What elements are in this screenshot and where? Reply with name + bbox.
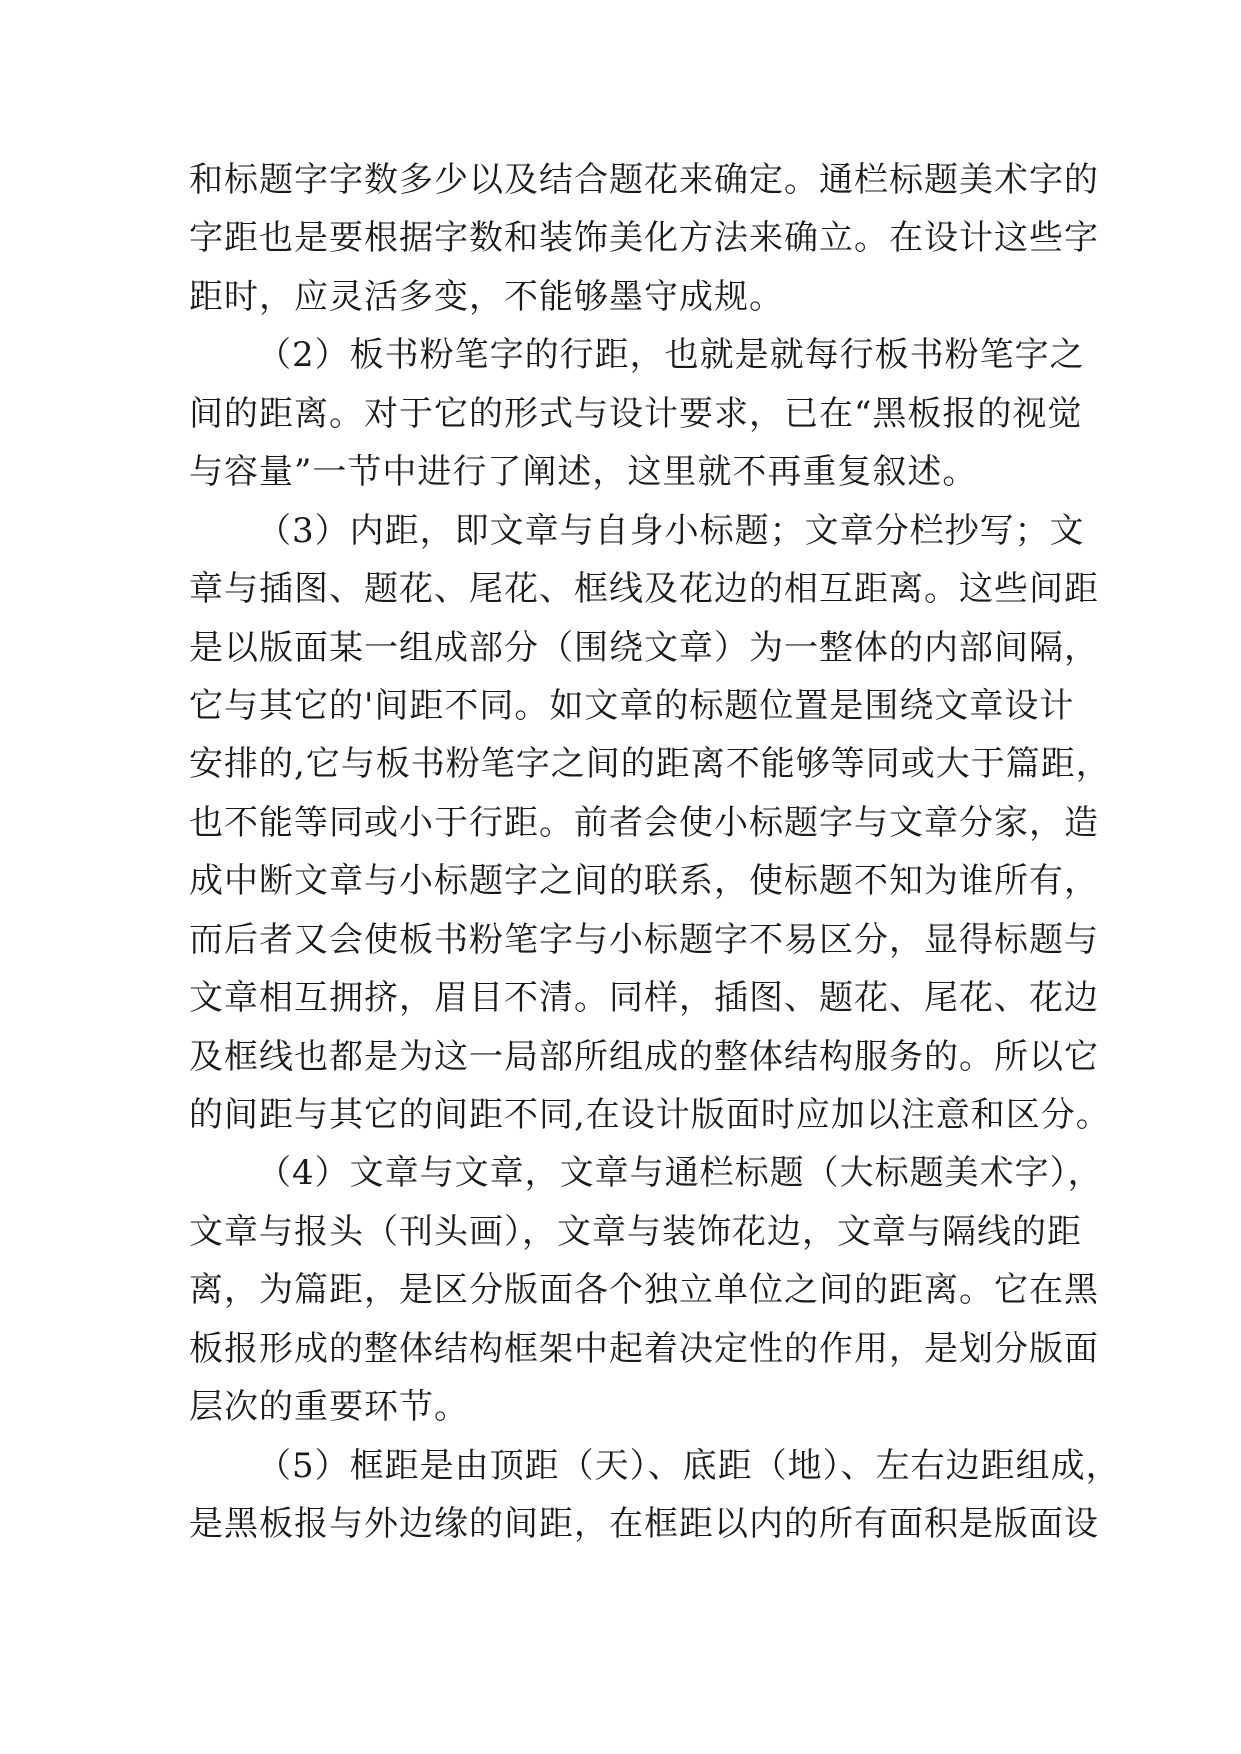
paragraph-start-line: （3）内距，即文章与自身小标题；文章分栏抄写；文: [257, 510, 1085, 551]
text-line: 是以版面某一组成部分（围绕文章）为一整体的内部间隔，: [189, 627, 1099, 668]
text-line: 的间距与其它的间距不同,在设计版面时应加以注意和区分。: [189, 1095, 1111, 1135]
text-line: 安排的,它与板书粉笔字之间的距离不能够等同或大于篇距，: [189, 744, 1111, 785]
text-line: 也不能等同或小于行距。前者会使小标题字与文章分家，造: [189, 802, 1099, 843]
paragraph-start-line: （2）板书粉笔字的行距，也就是就每行板书粉笔字之: [257, 335, 1085, 376]
text-line: 字距也是要根据字数和装饰美化方法来确立。在设计这些字: [189, 218, 1099, 259]
text-line: 距时，应灵活多变，不能够墨守成规。: [189, 276, 784, 317]
text-line: 章与插图、题花、尾花、框线及花边的相互距离。这些间距: [189, 569, 1099, 610]
text-line: 文章与报头（刊头画），文章与装饰花边，文章与隔线的距: [189, 1211, 1082, 1252]
text-line: 板报形成的整体结构框架中起着决定性的作用，是划分版面: [189, 1328, 1099, 1369]
paragraph-start-line: （4）文章与文章，文章与通栏标题（大标题美术字），: [257, 1153, 1103, 1194]
text-line: 间的距离。对于它的形式与设计要求，已在“黑板报的视觉: [189, 393, 1083, 434]
text-line: 成中断文章与小标题字之间的联系，使标题不知为谁所有，: [189, 861, 1099, 902]
text-line: 及框线也都是为这一局部所组成的整体结构服务的。所以它: [189, 1036, 1099, 1077]
text-line: 文章相互拥挤，眉目不清。同样，插图、题花、尾花、花边: [189, 978, 1099, 1019]
text-line: 离，为篇距，是区分版面各个独立单位之间的距离。它在黑: [189, 1270, 1099, 1311]
paragraph-start-line: （5）框距是由顶距（天）、底距（地）、左右边距组成，: [257, 1445, 1121, 1486]
text-line: 层次的重要环节。: [189, 1387, 469, 1428]
document-body: [189, 151, 1121, 1554]
text-line: 与容量”一节中进行了阐述，这里就不再重复叙述。: [189, 452, 978, 493]
text-line: 而后者又会使板书粉笔字与小标题字不易区分，显得标题与: [189, 919, 1099, 960]
text-line: 是黑板报与外边缘的间距，在框距以内的所有面积是版面设: [189, 1504, 1099, 1545]
text-line: 它与其它的'间距不同。如文章的标题位置是围绕文章设计: [189, 685, 1075, 726]
text-line: 和标题字字数多少以及结合题花来确定。通栏标题美术字的: [189, 160, 1099, 200]
